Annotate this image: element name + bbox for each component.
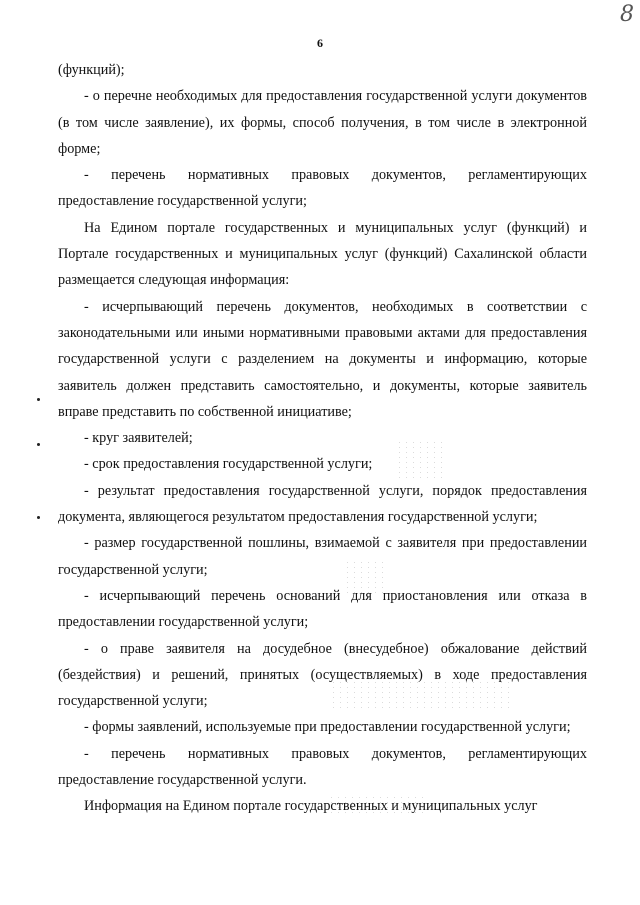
list-item: - о перечне необходимых для предоставления государственной услуги документов (в том числе заявление), их формы, способ получения, в том числе в электронной форме; (58, 88, 587, 157)
list-item: - перечень нормативных правовых документов, регламентирующих предоставление государственной услуги; (58, 167, 587, 210)
list-item: - срок предоставления государственной услуги; (84, 456, 373, 473)
paragraph: На Едином портале государственных и муниципальных услуг (функций) и Портале государственных и муниципальных услуг (функций) Сахалинской области размещается следующая информация: (58, 219, 587, 289)
margin-dot (37, 398, 40, 401)
list-item: - размер государственной пошлины, взимаемой с заявителя при предоставлении государственной услуги; (58, 535, 587, 578)
list-item: - исчерпывающий перечень документов, необходимых в соответствии с законодательными или иными нормативными правовыми актами для предоставления государственной услуги с разделением на документы и информацию, которые заявитель должен представить самостоятельно, и документы, которые заявитель вправе представить по собственной инициативе; (58, 298, 587, 420)
list-item: - результат предоставления государственной услуги, порядок предоставления документа, являющегося результатом предоставления государственной услуги; (58, 482, 587, 526)
margin-dot (37, 443, 40, 446)
margin-dot (37, 516, 40, 519)
page-number: 6 (317, 36, 323, 50)
list-item: - круг заявителей; (84, 430, 193, 447)
list-item: - формы заявлений, используемые при предоставлении государственной услуги; (84, 719, 571, 736)
list-item: - о праве заявителя на досудебное (внесудебное) обжалование действий (бездействия) и решений, принятых (осуществляемых) в ходе предоставления государственной услуги; (58, 640, 587, 710)
list-item: - исчерпывающий перечень оснований для приостановления или отказа в предоставлении государственной услуги; (58, 587, 587, 631)
list-item: - перечень нормативных правовых документов, регламентирующих предоставление государственной услуги. (58, 745, 587, 789)
paragraph: (функций); (58, 62, 125, 78)
handwritten-page-mark: 8 (620, 2, 634, 27)
document-body (58, 57, 587, 820)
paragraph: Информация на Едином портале государственных и муниципальных услуг (84, 798, 538, 815)
